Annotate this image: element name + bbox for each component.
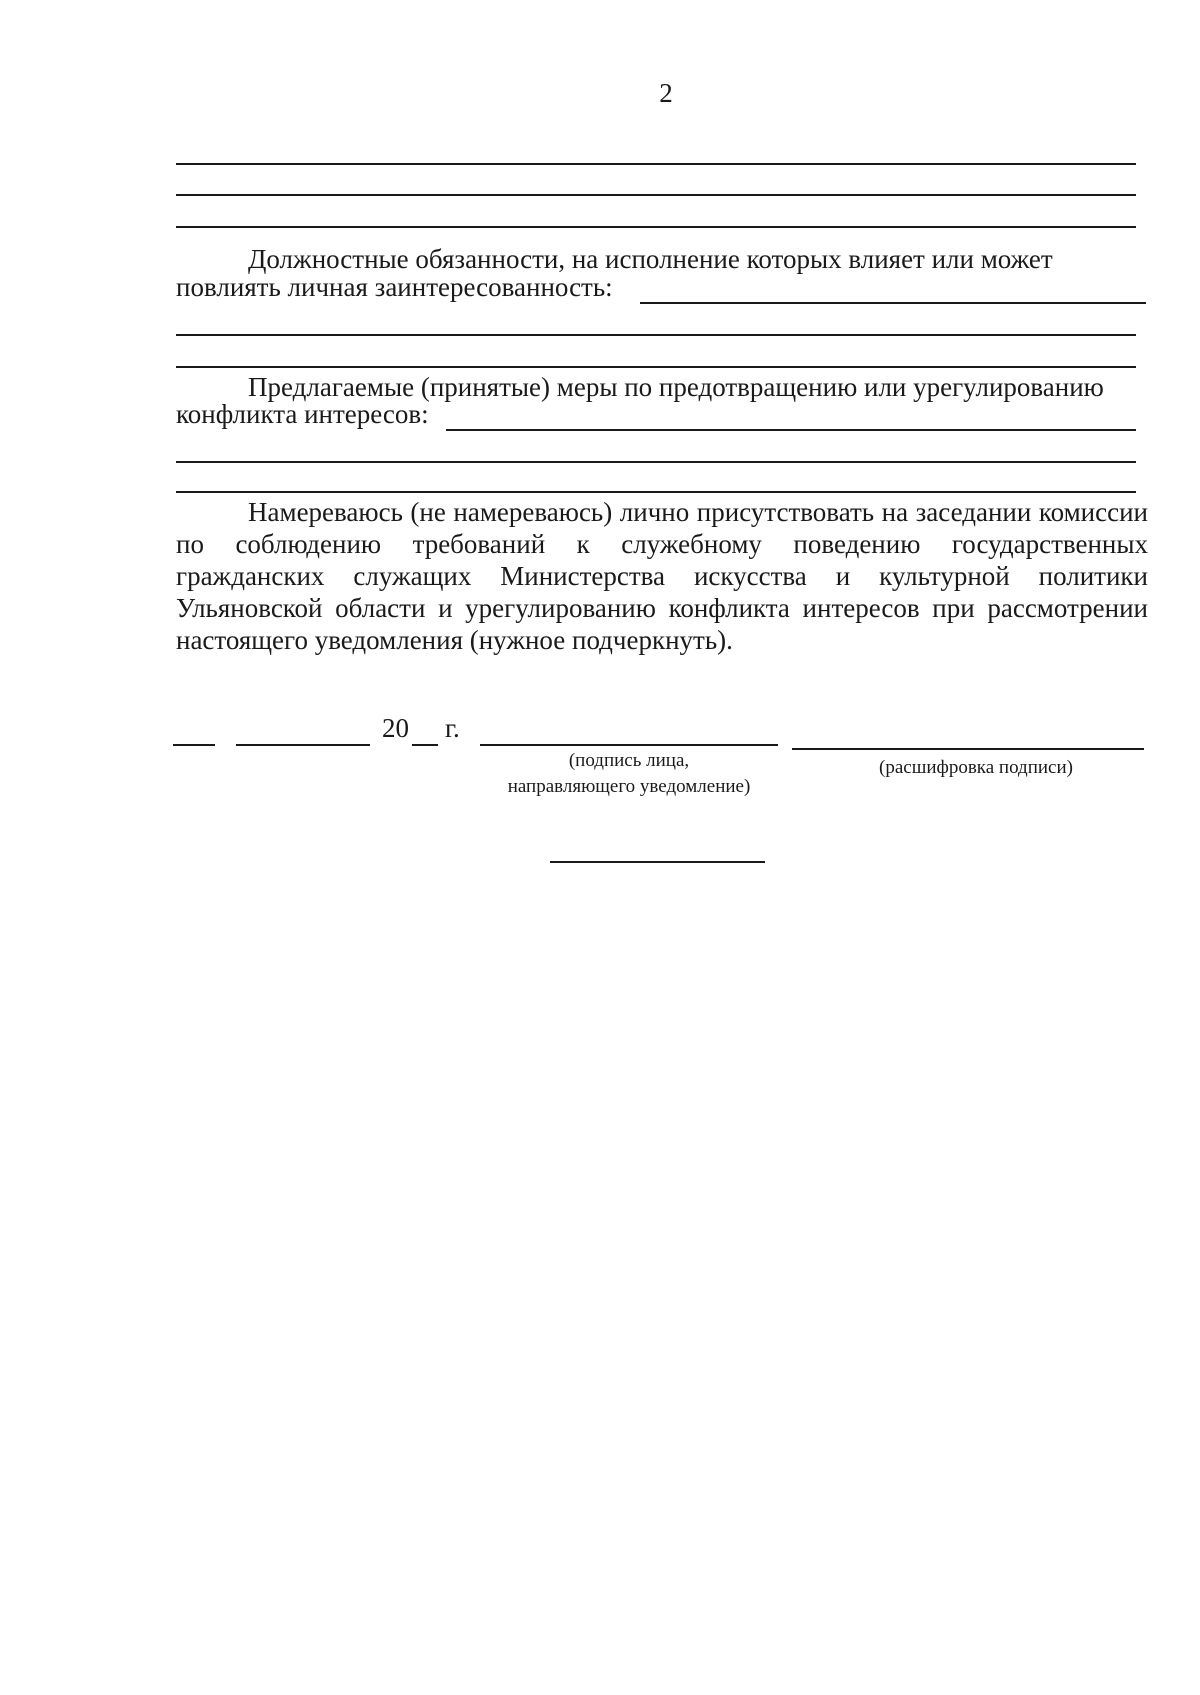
decoding-caption: (расшифровка подписи) — [879, 757, 1073, 778]
blank-line — [176, 334, 1136, 336]
date-year-suffix: г. — [445, 713, 460, 743]
duties-fill-line — [640, 302, 1146, 304]
date-year-line — [412, 744, 438, 746]
signature-line — [480, 744, 778, 746]
duties-label: повлиять личная заинтересованность: — [176, 272, 613, 302]
blank-line — [176, 194, 1136, 196]
blank-line — [176, 461, 1136, 463]
page-number: 2 — [659, 78, 673, 108]
date-year-prefix: 20 — [382, 713, 409, 743]
signer-caption-line2: направляющего уведомление) — [507, 776, 751, 797]
date-month-line — [236, 744, 370, 746]
duties-text: Должностные обязанности, на исполнение которых влияет или может — [248, 244, 1053, 274]
signature-decoding-line — [792, 748, 1144, 750]
blank-line — [176, 226, 1136, 228]
date-day-line — [173, 744, 215, 746]
blank-line — [176, 491, 1136, 493]
intention-paragraph — [176, 496, 1148, 656]
measures-text: Предлагаемые (принятые) меры по предотвращению или урегулированию — [248, 372, 1104, 402]
measures-fill-line — [446, 429, 1136, 431]
closing-rule — [550, 861, 765, 863]
signer-caption-line1: (подпись лица, — [568, 750, 690, 771]
measures-label: конфликта интересов: — [176, 399, 429, 429]
signer-caption — [480, 748, 778, 800]
blank-line — [176, 163, 1136, 165]
blank-line — [176, 366, 1136, 368]
intention-text: Намереваюсь (не намереваюсь) лично присутствовать на заседании комиссии по соблюдению требований к служебному поведению государственных гражданских служащих Министерства искусства и культурной политики Ульяновской области и урегулированию конфликта интересов при рассмотрении настоящего уведомления (нужное подчеркнуть). — [176, 497, 1148, 655]
duties-paragraph — [176, 243, 1148, 275]
